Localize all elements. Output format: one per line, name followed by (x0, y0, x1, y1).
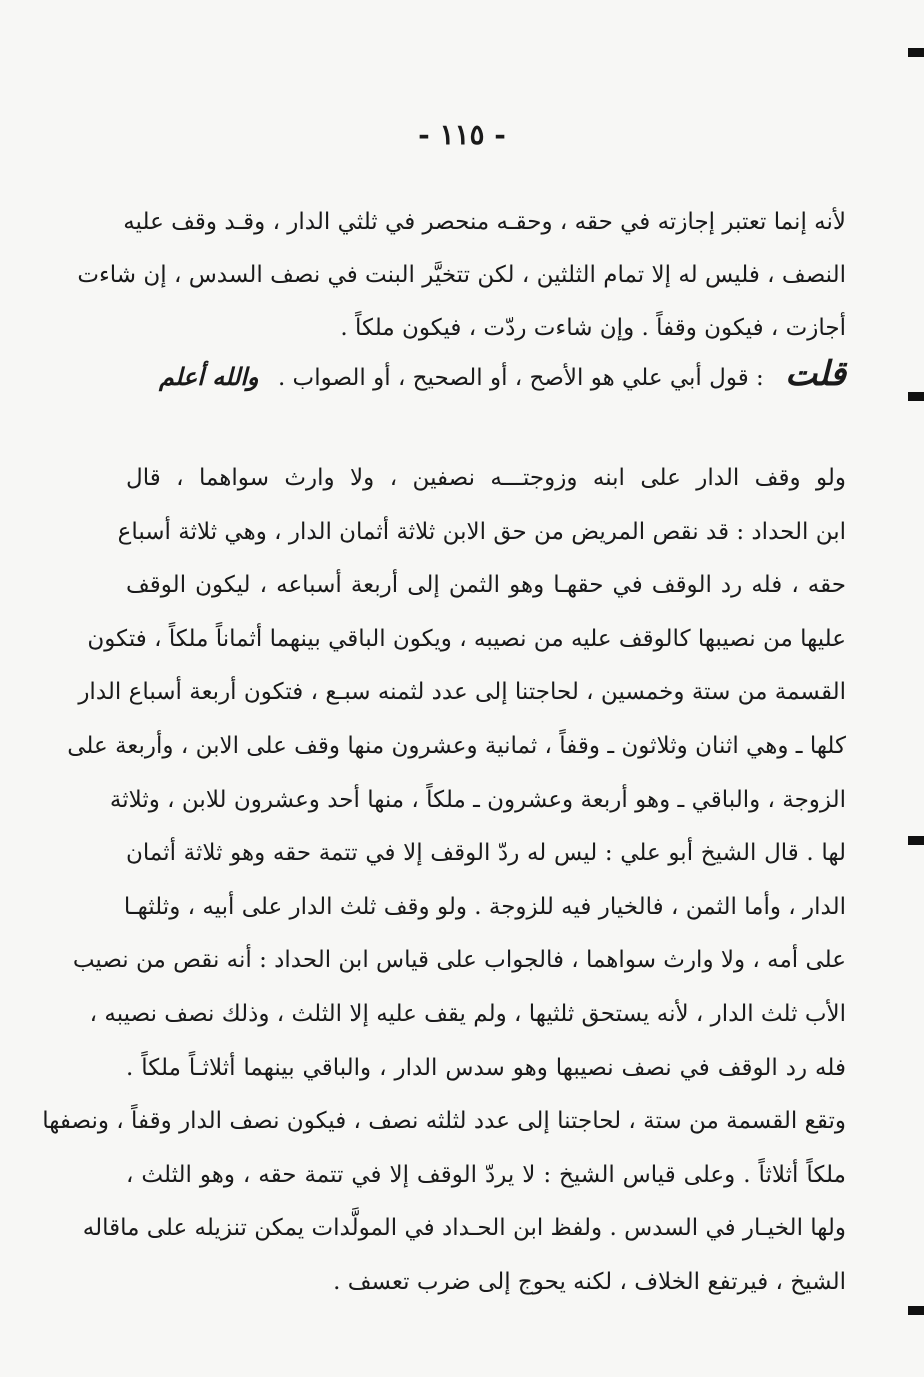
text-line: الأب ثلث الدار ، لأنه يستحق ثلثيها ، ولم يقف عليه إلا الثلث ، وذلك نصف نصيبه ، (89, 1000, 846, 1027)
remark-text: : قول أبي علي هو الأصح ، أو الصحيح ، أو الصواب . (277, 365, 764, 391)
text-line: وتقع القسمة من ستة ، لحاجتنا إلى عدد لثلثه نصف ، فيكون نصف الدار وقفاً ، ونصفها (42, 1108, 846, 1135)
paragraph-2 (42, 452, 846, 1310)
scan-edge-mark (908, 392, 924, 401)
page-number: - ١١٥ - (418, 118, 506, 151)
text-line: الدار ، وأما الثمن ، فالخيار فيه للزوجة . ولو وقف ثلث الدار على أبيه ، وثلثهـا (123, 893, 846, 920)
text-line: ابن الحداد : قد نقص المريض من حق الابن ثلاثة أثمان الدار ، وهي ثلاثة أسباع (117, 518, 846, 545)
text-line: ولها الخيـار في السدس . ولفظ ابن الحـداد في المولَّدات يمكن تنزيله على ماقاله (82, 1215, 846, 1242)
text-line: القسمة من ستة وخمسين ، لحاجتنا إلى عدد لثمنه سبـع ، فتكون أربعة أسباع الدار (78, 679, 846, 706)
text-line: فله رد الوقف في نصف نصيبها وهو سدس الدار ، والباقي بينهما أثلاثـاً ملكاً . (126, 1054, 846, 1081)
text-line: ولو وقف الدار على ابنه وزوجتـــه نصفين ، ولا وارث سواهما ، قال (126, 465, 846, 491)
remark-label: قلت (785, 354, 846, 394)
text-line: الزوجة ، والباقي ـ وهو أربعة وعشرون ـ ملكاً ، منها أحد وعشرون للابن ، وثلاثة (109, 786, 846, 813)
text-line: حقه ، فله رد الوقف في حقهـا وهو الثمن إلى أربعة أسباعه ، ليكون الوقف (126, 572, 846, 599)
text-line: الشيخ ، فيرتفع الخلاف ، لكنه يحوج إلى ضرب تعسف . (333, 1268, 846, 1295)
text-line: على أمه ، ولا وارث سواهما ، فالجواب على قياس ابن الحداد : أنه نقص من نصيب (72, 947, 846, 974)
text-line: النصف ، فليس له إلا تمام الثلثين ، لكن تتخيَّر البنت في نصف السدس ، إن شاءت (77, 262, 846, 288)
text-line: كلها ـ وهي اثنان وثلاثون ـ وقفاً ، ثمانية وعشرون منها وقف على الابن ، وأربعة على (67, 732, 846, 759)
scan-edge-mark (908, 836, 924, 845)
remark (116, 352, 846, 400)
text-line: لأنه إنما تعتبر إجازته في حقه ، وحقـه منحصر في ثلثي الدار ، وقـد وقف عليه (123, 209, 846, 235)
text-line: أجازت ، فيكون وقفاً . وإن شاءت ردّت ، فيكون ملكاً . (340, 315, 846, 341)
text-line: عليها من نصيبها كالوقف عليه من نصيبه ، ويكون الباقي بينهما أثماناً ملكاً ، فتكون (87, 625, 846, 652)
text-line: لها . قال الشيخ أبو علي : ليس له ردّ الوقف إلا في تتمة حقه وهو ثلاثة أثمان (126, 840, 846, 867)
remark-closing: والله أعلم (158, 362, 259, 391)
scan-edge-mark (908, 48, 924, 57)
scan-edge-mark (908, 1306, 924, 1315)
paragraph-1 (77, 196, 846, 355)
text-line: ملكاً أثلاثاً . وعلى قياس الشيخ : لا يردّ الوقف إلا في تتمة حقه ، وهو الثلث ، (126, 1161, 846, 1188)
